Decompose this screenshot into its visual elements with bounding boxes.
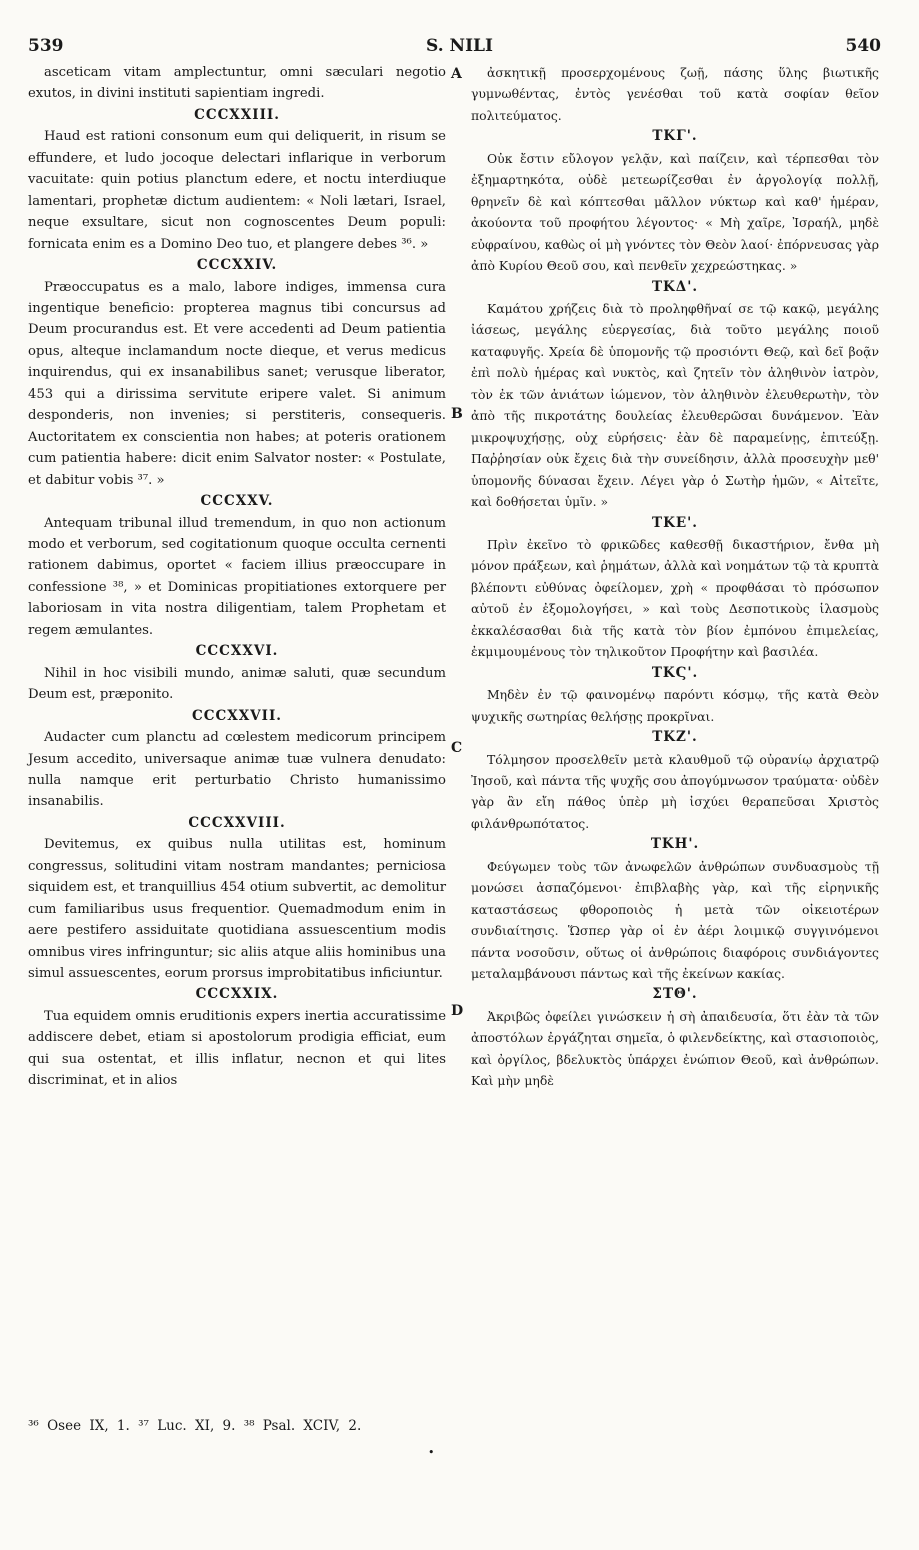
paragraph: Ἀκριβῶς ὀφείλει γινώσκειν ἡ σὴ ἀπαιδευσία, ὅτι ἐὰν τὰ τῶν ἀποστόλων ἐργάζηται σημεῖα, ὁ φιλενδείκτης, καὶ στασιοποιὸς, καὶ ὀργίλος, βδελυκτὸς ὑπάρχει ἐνώπιον Θεοῦ, καὶ ἀνθρώπων. Καὶ μὴν μηδὲ bbox=[471, 1008, 879, 1089]
paragraph: Audacter cum planctu ad cœlestem medicorum principem Jesum accedito, universaque animæ tuæ vulnera denudato: nulla namque erit perturbatio Christo humanissimo insanabilis. bbox=[28, 730, 446, 810]
section-heading: ΤΚΕ'. bbox=[652, 514, 698, 531]
section-heading: CCCXXIX. bbox=[195, 986, 279, 1003]
paragraph: Antequam tribunal illud tremendum, in quo non actionum modo et verborum, sed cogitationum quoque occulta cernenti rationem dabimus, oportet « faciem illius præoccupare in confessione ³⁸, » et Dominicas propitiationes extorquere per laboriosam in vita nostra diligentiam, talem Prophetam et regem æmulantes. bbox=[28, 515, 446, 638]
section-heading: CCCXXVI. bbox=[195, 643, 279, 660]
paragraph: Πρὶν ἐκεῖνο τὸ φρικῶδες καθεσθῇ δικαστήριον, ἔνθα μὴ μόνον πράξεων, καὶ ῥημάτων, ἀλλὰ καὶ νοημάτων τῷ τὰ κρυπτὰ βλέποντι εὐθύνας ὀφείλομεν, χρὴ « προφθάσαι τὸ πρόσωπον αὐτοῦ ἐν ἐξομολογήσει, » καὶ τοὺς Δεσποτικοὺς ἱλασμοὺς ἐκκαλέσασθαι διὰ τῆς κατὰ τὸν βίον ἐμπόνου ἐπιμελείας, ἐκμιμουμένους τὸν τηλικοῦτον Προφήτην καὶ βασιλέα. bbox=[471, 536, 879, 660]
right-page-number: 540 bbox=[845, 36, 881, 56]
paragraph: Haud est rationi consonum eum qui deliquerit, in risum se effundere, et ludo jocoque delectari inflarique in verborum vacuitate: quin potius planctum edere, et noctu interdiuque lamentari, prophetæ dictum audientem: « Noli lætari, Israel, neque exsultare, sicut non cognoscentes Deum populi: fornicata enim es a Domino Deo tuo, et plangere debes ³⁶. » bbox=[28, 129, 446, 252]
margin-marker-b: B bbox=[451, 406, 463, 422]
margin-marker-d: D bbox=[451, 1003, 464, 1019]
section-heading: CCCXXVIII. bbox=[188, 814, 286, 831]
paragraph: ἀσκητικῇ προσερχομένους ζωῇ, πάσης ὕλης βιωτικῆς γυμνωθέντας, ἐντὸς γενέσθαι τοῦ κατὰ σοφίαν θεῖον πολιτεύματος. bbox=[471, 65, 879, 123]
paragraph: Μηδὲν ἐν τῷ φαινομένῳ παρόντι κόσμῳ, τῆς κατὰ Θεὸν ψυχικῆς σωτηρίας θελήσῃς προκρῖναι. bbox=[471, 687, 879, 724]
section-heading: ΣΤΘ'. bbox=[652, 986, 698, 1003]
paragraph: Καμάτου χρήζεις διὰ τὸ προληφθῆναί σε τῷ κακῷ, μεγάλης ἰάσεως, μεγάλης εὐεργεσίας, διὰ τοῦτο μεγάλης ποιοῦ καταφυγῆς. Χρεία δὲ ὑπομονῆς τῷ προσιόντι Θεῷ, καὶ δεῖ βοᾷν ἐπὶ πολὺ ἡμέρας καὶ νυκτὸς, καὶ ζητεῖν τὸν ἀληθινὸν ἰατρὸν, τὸν ἐκ τῶν ἀνιάτων ἰώμενον, τὸν ἀληθινὸν ἐλευθερωτὴν, τὸν ἀπὸ τῆς πικροτάτης δουλείας ἐλευθερῶσαι δυνάμενον. Ἐὰν μικροψυχήσῃς, οὐχ εὑρήσεις· ἐὰν δὲ παραμείνῃς, ἐπιτεύξῃ. Παῤῥησίαν οὐκ ἔχεις διὰ τὴν συνείδησιν, ἀλλὰ προσευχὴν μεθ' ὑπομονῆς δύνασαι ἔχειν. Λέγει γὰρ ὁ Σωτὴρ ἡμῶν, « Αἰτεῖτε, καὶ δοθήσεται ὑμῖν. » bbox=[471, 300, 879, 510]
greek-column bbox=[471, 62, 879, 1092]
section-heading: ΤΚΖ'. bbox=[652, 729, 698, 746]
section-heading: ΤΚΓ'. bbox=[652, 128, 698, 145]
section-heading: ΤΚΗ'. bbox=[650, 836, 700, 853]
left-page-number: 539 bbox=[28, 36, 64, 56]
section-heading: CCCXXVII. bbox=[192, 707, 282, 724]
page-header bbox=[0, 36, 919, 60]
paragraph: Τόλμησον προσελθεῖν μετὰ κλαυθμοῦ τῷ οὐρανίῳ ἀρχιατρῷ Ἰησοῦ, καὶ πάντα τῆς ψυχῆς σου ἀπογύμνωσον τραύματα· οὐδὲν γὰρ ἂν εἴη πάθος ὑπὲρ μὴ ἰσχύει θεραπεῦσαι Χριστὸς φιλάνθρωπότατος. bbox=[471, 751, 879, 831]
paragraph: Φεύγωμεν τοὺς τῶν ἀνωφελῶν ἀνθρώπων συνδυασμοὺς τῇ μονώσει ἀσπαζόμενοι· ἐπιβλαβὴς γὰρ, καὶ τῆς εἰρηνικῆς καταστάσεως φθοροποιὸς ἡ μετὰ τῶν οἰκειοτέρων συνδιαίτησις. Ὥσπερ γὰρ οἱ ἐν ἀέρι λοιμικῷ συγγινόμενοι πάντα νοσοῦσιν, οὕτως οἱ ἀνθρώποις διαφόροις συνδιάγοντες μεταλαμβάνουσι πάντως καὶ τῆς ἐκείνων κακίας. bbox=[471, 858, 879, 982]
section-heading: ΤΚϚ'. bbox=[651, 664, 699, 681]
paragraph: Devitemus, ex quibus nulla utilitas est, hominum congressus, solitudini vitam nostram mandantes; perniciosa siquidem est, et tranquillius 454 otium subvertit, ac demolitur cum familiaribus usus frequentior. Quemadmodum enim in aere pestifero assiduitate quotidiana assuescentium modis omnibus vires infringuntur; sic aliis atque aliis hominibus una simul assuescentes, eorum prorsus improbitatibus inficiuntur. bbox=[28, 837, 446, 982]
paragraph: Οὐκ ἔστιν εὔλογον γελᾷν, καὶ παίζειν, καὶ τέρπεσθαι τὸν ἐξημαρτηκότα, οὐδὲ μετεωρίζεσθαι ἐν ἀργολογίᾳ πολλῇ, θρηνεῖν δὲ καὶ κόπτεσθαι μᾶλλον νύκτωρ καὶ καθ' ἡμέραν, ἀκούοντα τοῦ προφήτου λέγοντος· « Μὴ χαῖρε, Ἰσραήλ, μηδὲ εὐφραίνου, καθὼς οἱ μὴ γνόντες τὸν Θεὸν λαοί· ἐπόρνευσας γὰρ ἀπὸ Κυρίου Θεοῦ σου, καὶ πενθεῖν χεχρεώστηκας. » bbox=[471, 150, 879, 274]
margin-marker-c: C bbox=[451, 740, 463, 756]
running-title: S. NILI bbox=[426, 36, 493, 56]
paragraph: asceticam vitam amplectuntur, omni sæculari negotio exutos, in divini instituti sapientiam ingredi. bbox=[28, 65, 446, 102]
footnotes: ³⁶ Osee IX, 1. ³⁷ Luc. XI, 9. ³⁸ Psal. XCIV, 2. bbox=[28, 1418, 362, 1434]
section-heading: CCCXXIV. bbox=[196, 257, 278, 274]
paragraph: Tua equidem omnis eruditionis expers inertia accuratissime addiscere debet, etiam si apostolorum prodigia efficiat, eum qui sua ostentat, et illis inflatur, necnon et qui lites discriminat, et in alios bbox=[28, 1008, 446, 1089]
section-heading: ΤΚΔ'. bbox=[651, 278, 699, 295]
margin-marker-a: A bbox=[451, 66, 462, 82]
paragraph: Præoccupatus es a malo, labore indiges, immensa cura ingentique beneficio: propterea magnus tibi concursus ad Deum procurandus est. Et vere accedenti ad Deum patientia opus, alteque inclamandum nocte dieque, et verus medicus inquirendus, qui ex insanabilibus sanet; verusque liberator, 453 qui a dirissima servitute eripere valet. Si animum desponderis, non invenies; si perstiteris, consequeris. Auctoritatem ex conscientia non habes; at poteris orationem cum patientia habere: dicit enim Salvator noster: « Postulate, et dabitur vobis ³⁷. » bbox=[28, 279, 446, 488]
section-heading: CCCXXIII. bbox=[194, 106, 280, 123]
paragraph: Nihil in hoc visibili mundo, animæ saluti, quæ secundum Deum est, præponito. bbox=[28, 665, 446, 703]
latin-column bbox=[28, 62, 446, 1092]
page-dot: • bbox=[428, 1446, 435, 1459]
section-heading: CCCXXV. bbox=[200, 493, 274, 510]
